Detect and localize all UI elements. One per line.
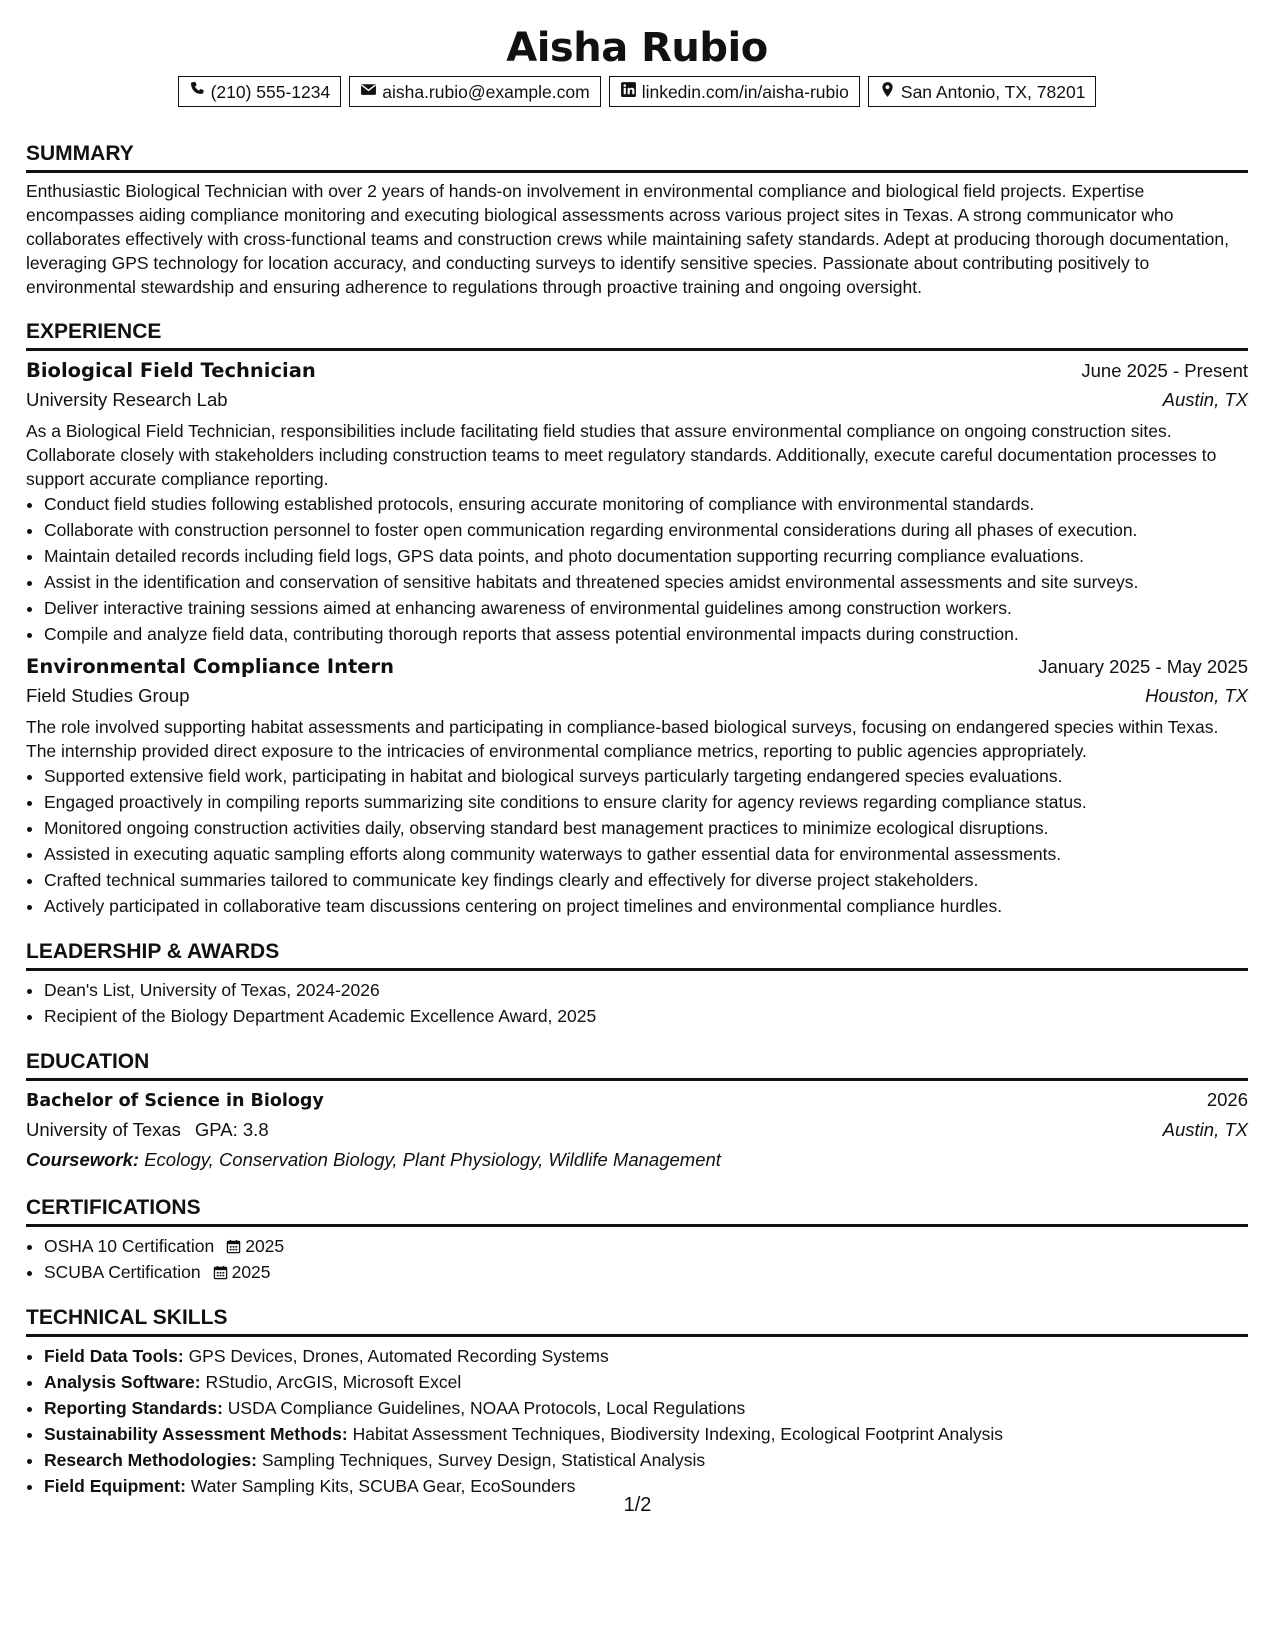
education-section	[26, 1049, 1248, 1175]
section-title: SUMMARY	[26, 141, 1248, 173]
phone-number: (210) 555-1234	[210, 81, 331, 102]
list-item	[44, 1421, 1248, 1447]
list-item	[44, 1369, 1248, 1395]
list-item	[44, 1259, 1248, 1285]
contact-email[interactable]	[349, 76, 600, 107]
list-item: • Conduct field studies following established protocols, ensuring accurate monitoring of compliance with environmental standards.	[44, 491, 1248, 517]
awards-list	[26, 977, 1248, 1029]
summary-section	[26, 141, 1248, 299]
list-item	[44, 1447, 1248, 1473]
job-title: Biological Field Technician	[26, 359, 316, 382]
phone-icon	[189, 80, 206, 104]
summary-text: Enthusiastic Biological Technician with over 2 years of hands-on involvement in environmental compliance and biological field projects. Expertise encompasses aiding compliance monitoring and executing biological assessments across various project sites in Texas. A strong communicator who collaborates effectively with cross-functional teams and construction crews while maintaining safety standards. Adept at producing thorough documentation, leveraging GPS technology for location accuracy, and conducting surveys to identify sensitive species. Passionate about contributing positively to environmental stewardship and ensuring adherence to regulations through proactive training and ongoing oversight.	[26, 181, 1229, 297]
coursework-label: Coursework:	[26, 1149, 140, 1170]
envelope-icon	[360, 80, 377, 104]
skill-label: Field Equipment:	[44, 1476, 186, 1496]
job-organization: Field Studies Group	[26, 685, 190, 706]
skills-section	[26, 1305, 1248, 1499]
email-address: aisha.rubio@example.com	[382, 81, 590, 102]
job-dates: June 2025 - Present	[1081, 360, 1248, 381]
skill-value: Water Sampling Kits, SCUBA Gear, EcoSounders	[190, 1476, 576, 1496]
job-description: The role involved supporting habitat assessments and participating in compliance-based biological surveys, focusing on endangered species within Texas. The internship provided direct exposure to the intricacies of environmental compliance metrics, reporting to public agencies appropriately.	[26, 717, 1219, 761]
list-item: • Crafted technical summaries tailored to communicate key findings clearly and effectively for diverse project stakeholders.	[44, 867, 1248, 893]
linkedin-icon	[620, 80, 637, 104]
skill-label: Field Data Tools:	[44, 1346, 184, 1366]
list-item: • Actively participated in collaborative team discussions centering on project timelines and environmental compliance hurdles.	[44, 893, 1248, 919]
skill-label: Reporting Standards:	[44, 1398, 223, 1418]
job-bullets	[26, 491, 1248, 647]
skill-label: Sustainability Assessment Methods:	[44, 1424, 348, 1444]
graduation-year: 2026	[1206, 1089, 1248, 1110]
degree-title: Bachelor of Science in Biology	[26, 1091, 324, 1111]
school-name: University of Texas	[26, 1119, 181, 1140]
job-title: Environmental Compliance Intern	[26, 655, 395, 678]
job-organization: University Research Lab	[26, 389, 228, 410]
certification-year: 2025	[245, 1236, 285, 1256]
list-item	[44, 1343, 1248, 1369]
contact-phone[interactable]	[178, 76, 342, 107]
linkedin-url: linkedin.com/in/aisha-rubio	[641, 81, 849, 102]
job-entry	[26, 653, 1248, 919]
certification-name: SCUBA Certification	[44, 1262, 201, 1282]
skill-value: GPS Devices, Drones, Automated Recording Systems	[188, 1346, 609, 1366]
skill-value: RStudio, ArcGIS, Microsoft Excel	[205, 1372, 462, 1392]
school-location: Austin, TX	[1162, 1119, 1248, 1140]
certifications-list	[26, 1233, 1248, 1285]
job-location: Austin, TX	[1162, 389, 1248, 410]
experience-section	[26, 319, 1248, 919]
skill-value: Habitat Assessment Techniques, Biodiversity Indexing, Ecological Footprint Analysis	[352, 1424, 1004, 1444]
map-marker-icon	[879, 80, 896, 104]
coursework-list: Ecology, Conservation Biology, Plant Physiology, Wildlife Management	[144, 1149, 721, 1170]
calendar-icon	[201, 1262, 232, 1282]
list-item: • Collaborate with construction personnel to foster open communication regarding environmental considerations during all phases of execution.	[44, 517, 1248, 543]
list-item	[44, 1233, 1248, 1259]
skill-label: Analysis Software:	[44, 1372, 201, 1392]
job-bullets	[26, 763, 1248, 919]
coursework	[26, 1145, 1248, 1175]
list-item: • Recipient of the Biology Department Academic Excellence Award, 2025	[44, 1003, 1248, 1029]
contact-bar	[26, 76, 1248, 107]
calendar-icon	[214, 1236, 245, 1256]
list-item: • Maintain detailed records including field logs, GPS data points, and photo documentation supporting recurring compliance evaluations.	[44, 543, 1248, 569]
job-entry	[26, 357, 1248, 647]
candidate-name: Aisha Rubio	[506, 25, 768, 71]
list-item: • Assisted in executing aquatic sampling efforts along community waterways to gather essential data for environmental assessments.	[44, 841, 1248, 867]
list-item: • Supported extensive field work, participating in habitat and biological surveys particularly targeting endangered species evaluations.	[44, 763, 1248, 789]
contact-location	[868, 76, 1097, 107]
job-dates: January 2025 - May 2025	[1038, 656, 1248, 677]
section-title: LEADERSHIP & AWARDS	[26, 939, 1248, 971]
skill-label: Research Methodologies:	[44, 1450, 257, 1470]
resume-page	[26, 0, 1248, 1499]
skills-list	[26, 1343, 1248, 1499]
page-number: 1/2	[623, 1494, 652, 1516]
list-item: • Deliver interactive training sessions aimed at enhancing awareness of environmental guidelines among construction workers.	[44, 595, 1248, 621]
skill-value: Sampling Techniques, Survey Design, Statistical Analysis	[261, 1450, 706, 1470]
job-description: As a Biological Field Technician, responsibilities include facilitating field studies that assure environmental compliance on ongoing construction sites. Collaborate closely with stakeholders including construction teams to meet regulatory standards. Additionally, execute careful documentation processes to support accurate compliance reporting.	[26, 421, 1217, 489]
skill-value: USDA Compliance Guidelines, NOAA Protocols, Local Regulations	[227, 1398, 746, 1418]
location-text: San Antonio, TX, 78201	[900, 81, 1086, 102]
list-item: • Dean's List, University of Texas, 2024-2026	[44, 977, 1248, 1003]
job-location: Houston, TX	[1145, 685, 1248, 706]
certification-name: OSHA 10 Certification	[44, 1236, 215, 1256]
section-title: EXPERIENCE	[26, 319, 1248, 351]
section-title: EDUCATION	[26, 1049, 1248, 1081]
gpa: GPA: 3.8	[194, 1119, 269, 1140]
contact-linkedin[interactable]	[609, 76, 860, 107]
list-item	[44, 1395, 1248, 1421]
certification-year: 2025	[231, 1262, 271, 1282]
list-item: • Monitored ongoing construction activities daily, observing standard best management practices to minimize ecological disruptions.	[44, 815, 1248, 841]
list-item: • Assist in the identification and conservation of sensitive habitats and threatened species amidst environmental assessments and site surveys.	[44, 569, 1248, 595]
section-title: CERTIFICATIONS	[26, 1195, 1248, 1227]
certifications-section	[26, 1195, 1248, 1285]
leadership-section	[26, 939, 1248, 1029]
list-item: • Compile and analyze field data, contributing thorough reports that assess potential environmental impacts during construction.	[44, 621, 1248, 647]
section-title: TECHNICAL SKILLS	[26, 1305, 1248, 1337]
list-item: • Engaged proactively in compiling reports summarizing site conditions to ensure clarity for agency reviews regarding compliance status.	[44, 789, 1248, 815]
